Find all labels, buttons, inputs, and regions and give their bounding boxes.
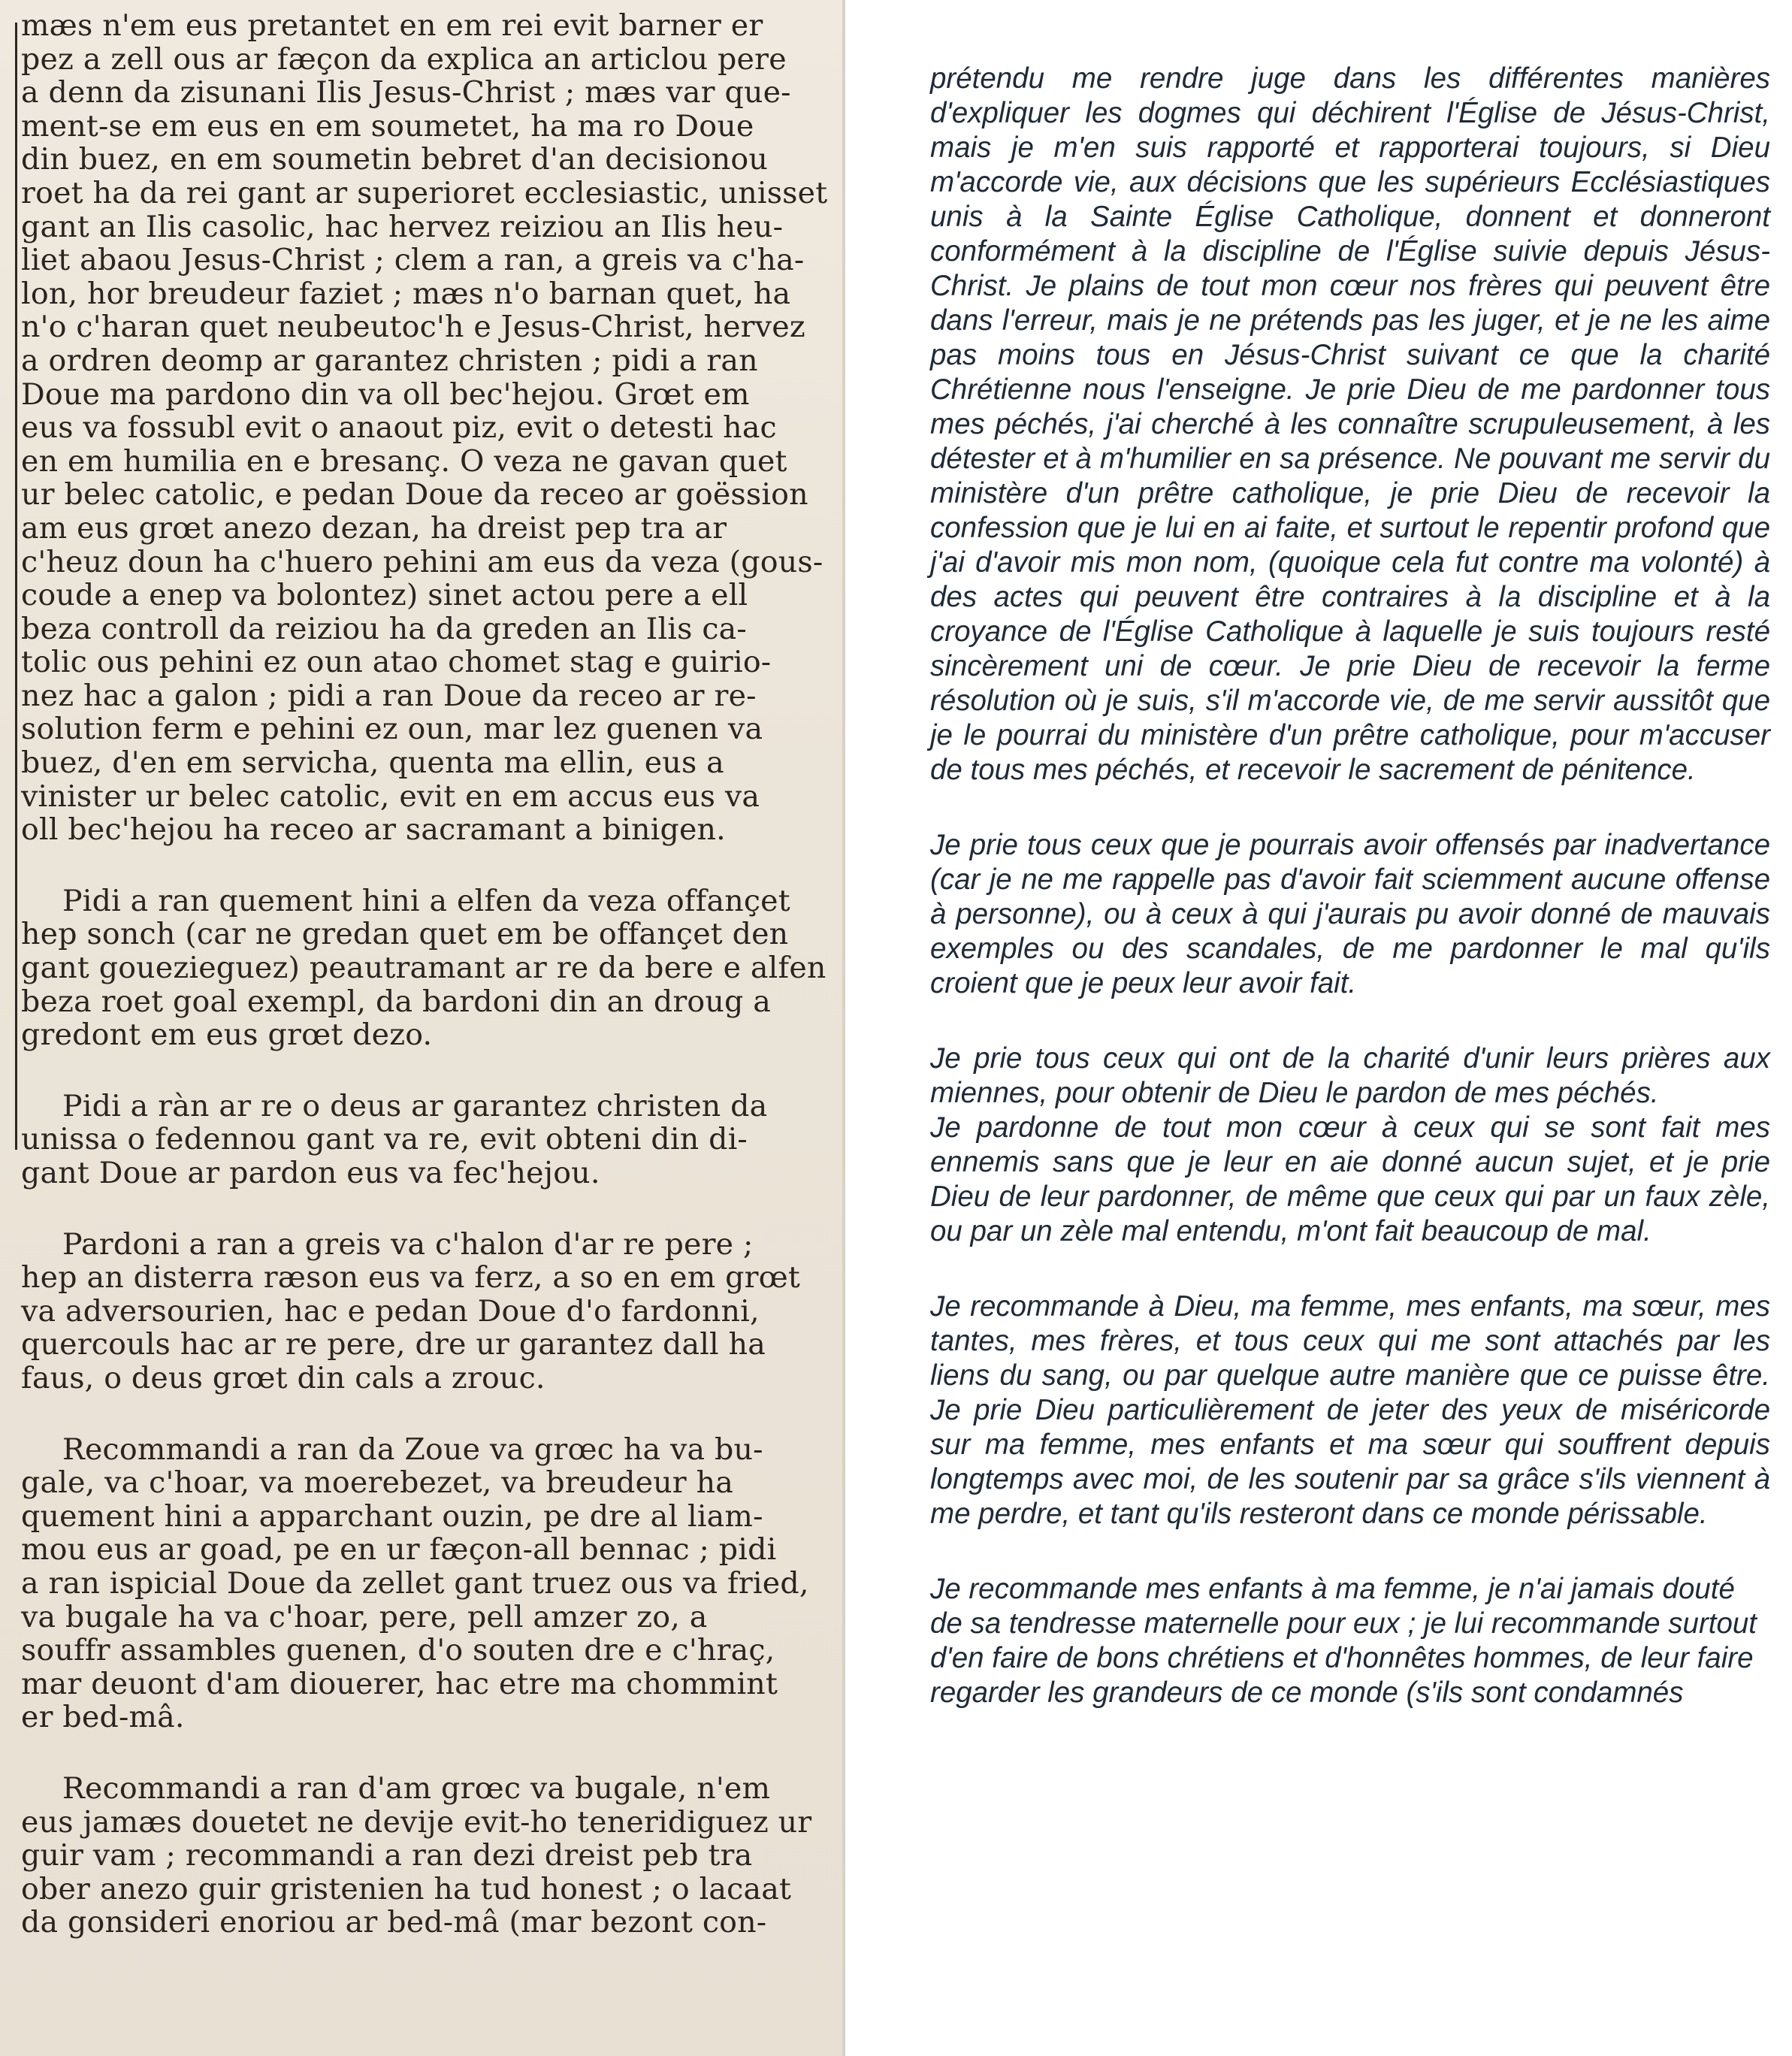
breton-line: roet ha da rei gant ar superioret ecclesiastic, unisset: [21, 175, 828, 210]
breton-line: quercouls hac ar re pere, dre ur garantez dall ha: [21, 1327, 766, 1362]
breton-line: solution ferm e pehini ez oun, mar lez guenen va: [21, 712, 763, 747]
french-translation-column: [930, 62, 1770, 1710]
breton-line: beza roet goal exempl, da bardoni din an droug a: [21, 984, 772, 1019]
breton-line: hep sonch (car ne gredan quet em be offançet den: [21, 917, 789, 952]
margin-rule: [15, 23, 17, 1150]
breton-line: oll bec'hejou ha receo ar sacramant a binigen.: [21, 812, 726, 848]
breton-line: tolic ous pehini ez oun atao chomet stag e guirio-: [21, 645, 772, 680]
breton-line: mou eus ar goad, pe en ur fæçon-all bennac ; pidi: [21, 1532, 777, 1568]
breton-line: da gonsideri enoriou ar bed-mâ (mar bezont con-: [21, 1905, 767, 1940]
translation-paragraph-5: Je recommande à Dieu, ma femme, mes enfants, ma sœur, mes tantes, mes frères, et tous ceux qui me sont attachés par les liens du sang, ou par quelque autre manière que ce puisse être. Je prie Dieu particulièrement de jeter des yeux de miséricorde sur ma femme, mes enfants et ma sœur qui souffrent depuis longtemps avec moi, de les soutenir par sa grâce s'ils viennent à me perdre, et tant qu'ils resteront dans ce monde périssable.: [930, 1290, 1770, 1530]
breton-paragraph-2: [21, 884, 825, 1052]
breton-line: buez, d'en em servicha, quenta ma ellin, eus a: [21, 745, 724, 781]
breton-line: din buez, en em soumetin bebret d'an decisionou: [21, 142, 769, 177]
breton-line: eus jamæs douetet ne devije evit-ho teneridiguez ur: [21, 1804, 812, 1840]
breton-line: va adversourien, hac e pedan Doue d'o fardonni,: [21, 1293, 760, 1329]
breton-line: liet abaou Jesus-Christ ; clem a ran, a greis va c'ha-: [21, 243, 805, 278]
breton-line: coude a enep va bolontez) sinet actou pere a ell: [21, 578, 748, 613]
breton-line: Pidi a ràn ar re o deus ar garantez christen da: [62, 1088, 768, 1123]
breton-line: gant an Ilis casolic, hac hervez reiziou an Ilis heu-: [21, 209, 784, 244]
breton-line: ment-se em eus en em soumetet, ha ma ro Doue: [21, 108, 754, 144]
breton-line: gant gouezieguez) peautramant ar re da bere e alfen: [21, 951, 826, 986]
breton-line: mæs n'em eus pretantet en em rei evit barner er: [21, 8, 763, 43]
breton-line: a ordren deomp ar garantez christen ; pidi a ran: [21, 343, 758, 378]
breton-scan-panel: [0, 0, 845, 2056]
breton-line: ober anezo guir gristenien ha tud honest ; o lacaat: [21, 1871, 792, 1906]
translation-paragraph-3: Je prie tous ceux qui ont de la charité d'unir leurs prières aux miennes, pour obtenir de Dieu le pardon de mes péchés.: [930, 1042, 1770, 1109]
breton-line: c'heuz doun ha c'huero pehini am eus da veza (gous-: [21, 544, 823, 579]
breton-paragraph-1: [21, 8, 828, 848]
breton-line: gale, va c'hoar, va moerebezet, va breudeur ha: [21, 1465, 734, 1501]
translation-paragraph-4: Je pardonne de tout mon cœur à ceux qui se sont fait mes ennemis sans que je leur en aie donné aucun sujet, et je prie Dieu de leur pardonner, de même que ceux qui par un faux zèle, ou par un zèle mal entendu, m'ont fait beaucoup de mal.: [930, 1111, 1770, 1247]
translation-paragraph-6: Je recommande mes enfants à ma femme, je n'ai jamais douté de sa tendresse maternelle pour eux ; je lui recommande surtout d'en faire de bons chrétiens et d'honnêtes hommes, de leur faire regarder les grandeurs de ce monde (s'ils sont condamnés: [930, 1573, 1757, 1709]
breton-paragraph-5: [21, 1433, 825, 1734]
breton-line: Doue ma pardono din va oll bec'hejou. Grœt em: [21, 376, 750, 412]
breton-line: unissa o fedennou gant va re, evit obteni din di-: [21, 1122, 748, 1157]
breton-line: ur belec catolic, e pedan Doue da receo ar goëssion: [21, 477, 808, 512]
breton-line: gant Doue ar pardon eus va fec'hejou.: [21, 1156, 600, 1190]
breton-line: beza controll da reiziou ha da greden an Ilis ca-: [21, 611, 747, 646]
translation-paragraph-1: prétendu me rendre juge dans les différentes manières d'expliquer les dogmes qui déchirent l'Église de Jésus-Christ, mais je m'en suis rapporté et rapporterai toujours, si Dieu m'accorde vie, aux décisions que les supérieurs Ecclésiastiques unis à la Sainte Église Catholique, donnent et donneront conformément à la discipline de l'Église suivie depuis Jésus-Christ. Je plains de tout mon cœur nos frères qui peuvent être dans l'erreur, mais je ne prétends pas les juger, et je ne les aime pas moins tous en Jésus-Christ suivant ce que la charité Chrétienne nous l'enseigne. Je prie Dieu de me pardonner tous mes péchés, j'ai cherché à les connaître scrupuleusement, à les détester et à m'humilier en sa présence. Ne pouvant me servir du ministère d'un prêtre catholique, je prie Dieu de recevoir la confession que je lui en ai faite, et surtout le repentir profond que j'ai d'avoir mis mon nom, (quoique cela fut contre ma volonté) à des actes qui peuvent être contraires à la discipline et à la croyance de l'Église Catholique à laquelle je suis toujours resté sincèrement uni de cœur. Je prie Dieu de recevoir la ferme résolution où je suis, s'il m'accorde vie, de me servir aussitôt que je le pourrai du ministère d'un prêtre catholique, pour m'accuser de tous mes péchés, et recevoir le sacrement de pénitence.: [930, 62, 1770, 786]
breton-paragraph-6: [21, 1772, 825, 1940]
breton-line: Recommandi a ran da Zoue va grœc ha va bu-: [62, 1432, 763, 1467]
breton-line: er bed-mâ.: [21, 1700, 185, 1735]
breton-line: a ran ispicial Doue da zellet gant truez ous va fried,: [21, 1565, 809, 1601]
breton-line: nez hac a galon ; pidi a ran Doue da receo ar re-: [21, 678, 757, 713]
breton-text-column: [21, 8, 828, 1977]
breton-paragraph-4: [21, 1228, 825, 1395]
breton-line: guir vam ; recommandi a ran dezi dreist peb tra: [21, 1838, 753, 1873]
breton-line: faus, o deus grœt din cals a zrouc.: [21, 1360, 545, 1395]
breton-line: Pardoni a ran a greis va c'halon d'ar re pere ;: [62, 1226, 754, 1262]
translation-paragraph-2: Je prie tous ceux que je pourrais avoir offensés par inadvertance (car je ne me rappelle pas d'avoir fait sciemment aucune offense à personne), ou à ceux à qui j'aurais pu avoir donné de mauvais exemples ou des scandales, de me pardonner le mal qu'ils croient que je peux leur avoir fait.: [930, 829, 1770, 999]
breton-line: Pidi a ran quement hini a elfen da veza offançet: [62, 883, 790, 918]
breton-line: eus va fossubl evit o anaout piz, evit o detesti hac: [21, 410, 777, 446]
breton-line: Recommandi a ran d'am grœc va bugale, n'em: [62, 1770, 771, 1806]
breton-line: pez a zell ous ar fæçon da explica an articlou pere: [21, 41, 787, 77]
breton-line: vinister ur belec catolic, evit en em accus eus va: [21, 779, 760, 814]
breton-line: hep an disterra ræson eus va ferz, a so en em grœt: [21, 1260, 800, 1296]
breton-line: a denn da zisunani Ilis Jesus-Christ ; mæs var que-: [21, 75, 791, 110]
breton-line: lon, hor breudeur faziet ; mæs n'o barnan quet, ha: [21, 276, 791, 311]
breton-line: n'o c'haran quet neubeutoc'h e Jesus-Christ, hervez: [21, 310, 805, 345]
breton-line: mar deuont d'am diouerer, hac etre ma chommint: [21, 1666, 778, 1701]
breton-line: am eus grœt anezo dezan, ha dreist pep tra ar: [21, 510, 727, 546]
breton-line: souffr assambles guenen, d'o souten dre e c'hraç,: [21, 1633, 775, 1668]
breton-line: gredont em eus grœt dezo.: [21, 1017, 433, 1053]
breton-line: quement hini a apparchant ouzin, pe dre al liam-: [21, 1498, 763, 1534]
breton-line: en em humilia en e bresanç. O veza ne gavan quet: [21, 443, 787, 479]
breton-line: va bugale ha va c'hoar, pere, pell amzer zo, a: [21, 1599, 708, 1634]
breton-paragraph-3: [21, 1090, 825, 1190]
